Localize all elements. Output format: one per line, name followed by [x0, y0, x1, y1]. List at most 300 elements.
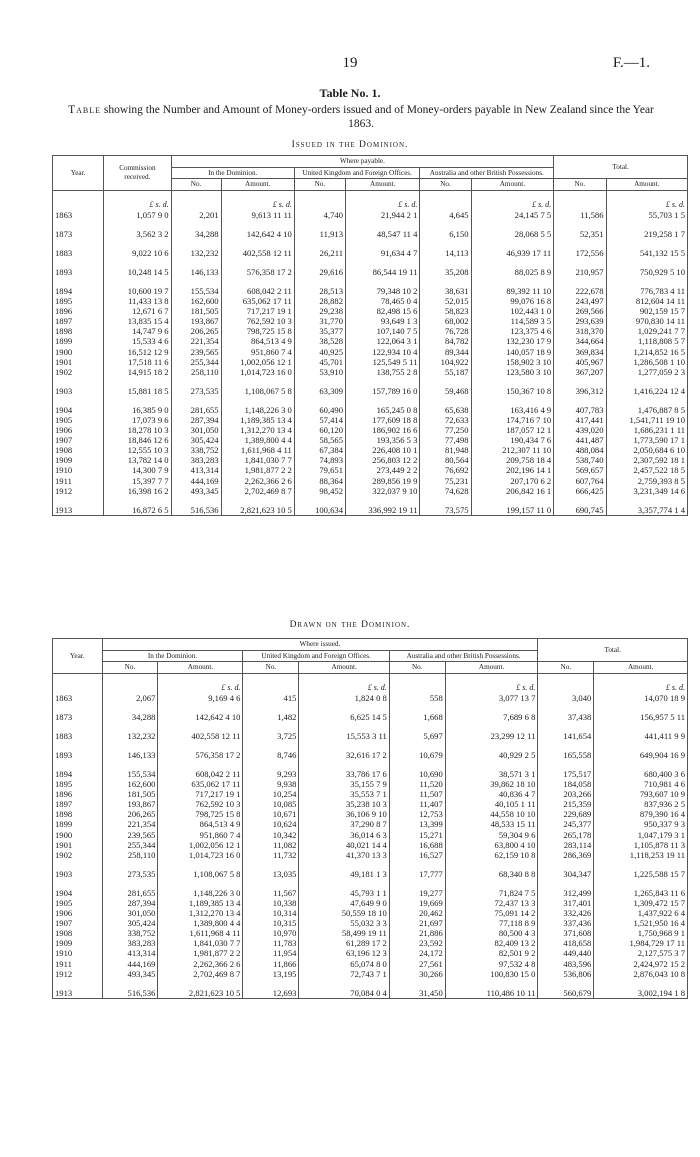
value-cell: 2,821,623 10 5 [221, 505, 294, 516]
unit-cell: £ s. d. [445, 683, 538, 693]
table-row [53, 326, 688, 336]
spacer-cell [445, 741, 538, 750]
value-cell: 28,068 5 5 [471, 229, 554, 239]
value-cell: 24,172 [389, 948, 445, 958]
value-cell: 71,824 7 5 [445, 888, 538, 898]
value-cell: 74,628 [420, 486, 471, 496]
spacer-cell [538, 879, 594, 888]
value-cell: 77,118 8 9 [445, 918, 538, 928]
value-cell: 258,110 [102, 850, 158, 860]
header-amount: Amount. [445, 662, 538, 674]
value-cell: 65,074 8 0 [299, 959, 389, 969]
value-cell: 202,196 14 1 [471, 465, 554, 475]
table-row [53, 693, 688, 703]
year-cell: 1901 [53, 357, 104, 367]
spacer-cell [420, 239, 471, 248]
value-cell: 155,534 [102, 769, 158, 779]
table-row [53, 769, 688, 779]
value-cell: 60,120 [294, 425, 345, 435]
spacer-cell [538, 703, 594, 712]
value-cell: 100,634 [294, 505, 345, 516]
spacer-cell [171, 496, 221, 505]
spacer-cell [158, 703, 243, 712]
value-cell: 256,803 12 2 [346, 455, 420, 465]
value-cell: 1,476,887 8 5 [606, 405, 687, 415]
currency-unit-row [53, 200, 688, 210]
year-cell: 1898 [53, 809, 103, 819]
value-cell: 82,409 13 2 [445, 938, 538, 948]
table-row [53, 840, 688, 850]
value-cell: 21,886 [389, 928, 445, 938]
value-cell: 762,592 10 3 [221, 316, 294, 326]
value-cell: 383,283 [171, 455, 221, 465]
value-cell: 793,607 10 9 [594, 789, 688, 799]
value-cell: 798,725 15 8 [158, 809, 243, 819]
value-cell: 79,348 10 2 [346, 286, 420, 296]
spacer-row [53, 220, 688, 229]
unit-cell [294, 200, 345, 210]
value-cell: 132,230 17 9 [471, 336, 554, 346]
value-cell: 78,465 0 4 [346, 296, 420, 306]
spacer-cell [346, 396, 420, 405]
year-cell: 1883 [53, 248, 104, 258]
spacer-cell [445, 879, 538, 888]
value-cell: 206,265 [102, 809, 158, 819]
value-cell: 17,518 11 6 [104, 357, 171, 367]
value-cell: 1,118,808 5 7 [606, 336, 687, 346]
value-cell: 3,002,194 1 8 [594, 988, 688, 999]
value-cell: 371,608 [538, 928, 594, 938]
value-cell: 11,407 [389, 799, 445, 809]
value-cell: 82,498 15 6 [346, 306, 420, 316]
value-cell: 150,367 10 8 [471, 386, 554, 396]
value-cell: 28,513 [294, 286, 345, 296]
value-cell: 1,984,729 17 11 [594, 938, 688, 948]
value-cell: 7,689 6 8 [445, 712, 538, 722]
year-cell: 1904 [53, 405, 104, 415]
header-where-payable: Where payable. [171, 156, 554, 168]
year-cell: 1894 [53, 769, 103, 779]
year-cell: 1899 [53, 336, 104, 346]
value-cell: 57,414 [294, 415, 345, 425]
spacer-cell [538, 722, 594, 731]
spacer-cell [104, 277, 171, 286]
unit-cell [420, 200, 471, 210]
value-cell: 65,638 [420, 405, 471, 415]
spacer-cell [594, 722, 688, 731]
value-cell: 1,014,723 16 0 [221, 367, 294, 377]
header-no: No. [389, 662, 445, 674]
spacer-row [53, 722, 688, 731]
spacer-cell [171, 396, 221, 405]
spacer-cell [346, 496, 420, 505]
unit-cell: £ s. d. [158, 683, 243, 693]
value-cell: 206,842 16 1 [471, 486, 554, 496]
value-cell: 798,725 15 8 [221, 326, 294, 336]
value-cell: 255,344 [102, 840, 158, 850]
value-cell: 1,108,067 5 8 [158, 869, 243, 879]
value-cell: 2,262,366 2 6 [158, 959, 243, 969]
value-cell: 72,743 7 1 [299, 969, 389, 979]
spacer-cell [471, 396, 554, 405]
value-cell: 1,189,385 13 4 [158, 898, 243, 908]
value-cell: 76,692 [420, 465, 471, 475]
table-row [53, 948, 688, 958]
value-cell: 1,014,723 16 0 [158, 850, 243, 860]
year-cell: 1906 [53, 425, 104, 435]
value-cell: 63,196 12 3 [299, 948, 389, 958]
year-cell: 1903 [53, 869, 103, 879]
value-cell: 2,067 [102, 693, 158, 703]
spacer-row [53, 277, 688, 286]
value-cell: 1,312,270 13 4 [158, 908, 243, 918]
header-amount: Amount. [346, 179, 420, 191]
value-cell: 951,860 7 4 [158, 830, 243, 840]
unit-cell: £ s. d. [104, 200, 171, 210]
spacer-cell [420, 190, 471, 200]
spacer-cell [554, 220, 606, 229]
spacer-cell [346, 377, 420, 386]
value-cell: 88,025 8 9 [471, 267, 554, 277]
value-cell: 9,938 [243, 779, 299, 789]
spacer-cell [594, 879, 688, 888]
year-cell: 1910 [53, 465, 104, 475]
spacer-cell [471, 220, 554, 229]
value-cell: 15,533 4 6 [104, 336, 171, 346]
unit-cell: £ s. d. [221, 200, 294, 210]
value-cell: 100,830 15 0 [445, 969, 538, 979]
year-cell: 1895 [53, 779, 103, 789]
value-cell: 15,553 3 11 [299, 731, 389, 741]
value-cell: 10,085 [243, 799, 299, 809]
value-cell: 79,651 [294, 465, 345, 475]
value-cell: 367,207 [554, 367, 606, 377]
header-no: No. [171, 179, 221, 191]
year-cell: 1897 [53, 799, 103, 809]
spacer-cell [538, 673, 594, 683]
spacer-cell [420, 396, 471, 405]
value-cell: 1,668 [389, 712, 445, 722]
year-cell: 1898 [53, 326, 104, 336]
value-cell: 40,021 14 4 [299, 840, 389, 850]
value-cell: 207,170 6 2 [471, 476, 554, 486]
value-cell: 273,535 [102, 869, 158, 879]
value-cell: 3,725 [243, 731, 299, 741]
year-cell: 1873 [53, 712, 103, 722]
value-cell: 304,347 [538, 869, 594, 879]
value-cell: 61,289 17 2 [299, 938, 389, 948]
value-cell: 27,561 [389, 959, 445, 969]
value-cell: 12,693 [243, 988, 299, 999]
spacer-cell [554, 190, 606, 200]
value-cell: 68,002 [420, 316, 471, 326]
value-cell: 3,077 13 7 [445, 693, 538, 703]
value-cell: 73,575 [420, 505, 471, 516]
header-no: No. [243, 662, 299, 674]
table-row [53, 425, 688, 435]
header-year: Year. [53, 639, 103, 674]
page-number: 19 [342, 55, 358, 71]
spacer-cell [53, 760, 103, 769]
value-cell: 273,449 2 2 [346, 465, 420, 475]
header-amount: Amount. [594, 662, 688, 674]
spacer-cell [243, 722, 299, 731]
value-cell: 210,957 [554, 267, 606, 277]
spacer-cell [538, 860, 594, 869]
spacer-cell [53, 258, 104, 267]
year-cell: 1900 [53, 347, 104, 357]
table-row [53, 888, 688, 898]
spacer-cell [554, 258, 606, 267]
year-cell: 1912 [53, 969, 103, 979]
spacer-cell [299, 722, 389, 731]
value-cell: 221,354 [171, 336, 221, 346]
spacer-cell [538, 979, 594, 988]
value-cell: 123,375 4 6 [471, 326, 554, 336]
value-cell: 2,876,043 10 8 [594, 969, 688, 979]
value-cell: 344,664 [554, 336, 606, 346]
value-cell: 1,981,877 2 2 [221, 465, 294, 475]
value-cell: 99,076 16 8 [471, 296, 554, 306]
table-row [53, 476, 688, 486]
value-cell: 53,910 [294, 367, 345, 377]
value-cell: 212,307 11 10 [471, 445, 554, 455]
spacer-cell [554, 239, 606, 248]
spacer-cell [294, 190, 345, 200]
value-cell: 36,106 9 10 [299, 809, 389, 819]
value-cell: 215,359 [538, 799, 594, 809]
value-cell: 4,645 [420, 210, 471, 220]
value-cell: 286,369 [538, 850, 594, 860]
value-cell: 13,835 15 4 [104, 316, 171, 326]
spacer-cell [102, 722, 158, 731]
value-cell: 407,783 [554, 405, 606, 415]
table-row [53, 405, 688, 415]
spacer-cell [104, 496, 171, 505]
value-cell: 9,613 11 11 [221, 210, 294, 220]
value-cell: 74,893 [294, 455, 345, 465]
table-row [53, 959, 688, 969]
value-cell: 538,740 [554, 455, 606, 465]
value-cell: 15,397 7 7 [104, 476, 171, 486]
value-cell: 970,830 14 11 [606, 316, 687, 326]
value-cell: 206,265 [171, 326, 221, 336]
value-cell: 1,002,056 12 1 [221, 357, 294, 367]
value-cell: 413,314 [102, 948, 158, 958]
value-cell: 102,443 1 0 [471, 306, 554, 316]
value-cell: 76,728 [420, 326, 471, 336]
value-cell: 52,351 [554, 229, 606, 239]
header-dominion: In the Dominion. [171, 167, 294, 179]
value-cell: 26,211 [294, 248, 345, 258]
spacer-cell [389, 879, 445, 888]
value-cell: 41,370 13 3 [299, 850, 389, 860]
year-cell: 1893 [53, 267, 104, 277]
value-cell: 45,793 1 1 [299, 888, 389, 898]
value-cell: 864,513 4 9 [158, 819, 243, 829]
value-cell: 1,148,226 3 0 [158, 888, 243, 898]
spacer-row [53, 239, 688, 248]
unit-cell [538, 683, 594, 693]
value-cell: 383,283 [102, 938, 158, 948]
value-cell: 77,498 [420, 435, 471, 445]
table-row [53, 267, 688, 277]
value-cell: 338,752 [102, 928, 158, 938]
value-cell: 483,596 [538, 959, 594, 969]
caption-prefix: Table [68, 104, 102, 116]
value-cell: 762,592 10 3 [158, 799, 243, 809]
value-cell: 666,425 [554, 486, 606, 496]
value-cell: 690,745 [554, 505, 606, 516]
header-no: No. [420, 179, 471, 191]
value-cell: 1,981,877 2 2 [158, 948, 243, 958]
value-cell: 413,314 [171, 465, 221, 475]
value-cell: 125,549 5 11 [346, 357, 420, 367]
value-cell: 122,064 3 1 [346, 336, 420, 346]
value-cell: 608,042 2 11 [158, 769, 243, 779]
issued-table [52, 155, 688, 516]
value-cell: 36,014 6 3 [299, 830, 389, 840]
spacer-row [53, 190, 688, 200]
unit-cell: £ s. d. [594, 683, 688, 693]
value-cell: 607,764 [554, 476, 606, 486]
value-cell: 289,856 19 9 [346, 476, 420, 486]
header-australia: Australia and other British Possessions. [420, 167, 554, 179]
value-cell: 55,703 1 5 [606, 210, 687, 220]
spacer-cell [389, 760, 445, 769]
value-cell: 516,536 [102, 988, 158, 999]
value-cell: 165,245 0 8 [346, 405, 420, 415]
value-cell: 10,342 [243, 830, 299, 840]
year-cell: 1911 [53, 959, 103, 969]
value-cell: 536,806 [538, 969, 594, 979]
value-cell: 80,500 4 3 [445, 928, 538, 938]
value-cell: 12,671 6 7 [104, 306, 171, 316]
value-cell: 24,145 7 5 [471, 210, 554, 220]
spacer-cell [594, 860, 688, 869]
value-cell: 193,356 5 3 [346, 435, 420, 445]
value-cell: 1,389,800 4 4 [158, 918, 243, 928]
value-cell: 322,037 9 10 [346, 486, 420, 496]
value-cell: 146,133 [102, 750, 158, 760]
spacer-cell [346, 239, 420, 248]
header-commission: Commission received. [104, 156, 171, 191]
value-cell: 11,954 [243, 948, 299, 958]
value-cell: 35,377 [294, 326, 345, 336]
value-cell: 9,293 [243, 769, 299, 779]
value-cell: 14,113 [420, 248, 471, 258]
value-cell: 15,881 18 5 [104, 386, 171, 396]
spacer-cell [171, 190, 221, 200]
spacer-cell [53, 220, 104, 229]
value-cell: 107,140 7 5 [346, 326, 420, 336]
unit-cell [243, 683, 299, 693]
spacer-cell [294, 277, 345, 286]
spacer-cell [299, 979, 389, 988]
value-cell: 488,084 [554, 445, 606, 455]
value-cell: 59,468 [420, 386, 471, 396]
value-cell: 1,841,030 7 7 [158, 938, 243, 948]
spacer-cell [471, 239, 554, 248]
header-amount: Amount. [471, 179, 554, 191]
value-cell: 18,278 10 3 [104, 425, 171, 435]
table-row [53, 367, 688, 377]
spacer-cell [389, 860, 445, 869]
value-cell: 52,015 [420, 296, 471, 306]
spacer-cell [158, 979, 243, 988]
value-cell: 132,232 [171, 248, 221, 258]
spacer-cell [102, 760, 158, 769]
year-cell: 1909 [53, 938, 103, 948]
header-no: No. [294, 179, 345, 191]
spacer-cell [346, 258, 420, 267]
value-cell: 203,266 [538, 789, 594, 799]
spacer-cell [102, 979, 158, 988]
spacer-cell [445, 703, 538, 712]
spacer-cell [594, 979, 688, 988]
value-cell: 181,505 [102, 789, 158, 799]
header-year: Year. [53, 156, 104, 191]
spacer-cell [171, 258, 221, 267]
value-cell: 199,157 11 0 [471, 505, 554, 516]
value-cell: 2,759,393 8 5 [606, 476, 687, 486]
spacer-cell [243, 760, 299, 769]
spacer-cell [389, 673, 445, 683]
value-cell: 1,265,843 11 6 [594, 888, 688, 898]
value-cell: 193,867 [171, 316, 221, 326]
table-row [53, 918, 688, 928]
value-cell: 10,315 [243, 918, 299, 928]
spacer-cell [53, 396, 104, 405]
spacer-cell [104, 190, 171, 200]
spacer-row [53, 741, 688, 750]
table-row [53, 357, 688, 367]
value-cell: 13,195 [243, 969, 299, 979]
header-uk-foreign: United Kingdom and Foreign Offices. [243, 650, 389, 662]
header-uk-foreign: United Kingdom and Foreign Offices. [294, 167, 420, 179]
table-row [53, 850, 688, 860]
unit-cell: £ s. d. [299, 683, 389, 693]
spacer-cell [243, 703, 299, 712]
value-cell: 123,580 3 10 [471, 367, 554, 377]
value-cell: 258,110 [171, 367, 221, 377]
value-cell: 16,385 9 0 [104, 405, 171, 415]
value-cell: 35,238 10 3 [299, 799, 389, 809]
year-cell: 1899 [53, 819, 103, 829]
value-cell: 40,925 [294, 347, 345, 357]
spacer-cell [554, 277, 606, 286]
header-amount: Amount. [221, 179, 294, 191]
spacer-cell [104, 258, 171, 267]
spacer-cell [294, 377, 345, 386]
value-cell: 30,266 [389, 969, 445, 979]
unit-cell [102, 683, 158, 693]
value-cell: 402,558 12 11 [221, 248, 294, 258]
value-cell: 97,532 4 8 [445, 959, 538, 969]
value-cell: 140,057 18 9 [471, 347, 554, 357]
value-cell: 98,452 [294, 486, 345, 496]
table-row [53, 435, 688, 445]
table-row [53, 750, 688, 760]
value-cell: 951,860 7 4 [221, 347, 294, 357]
spacer-cell [445, 673, 538, 683]
value-cell: 141,654 [538, 731, 594, 741]
value-cell: 19,277 [389, 888, 445, 898]
year-cell: 1911 [53, 476, 104, 486]
value-cell: 1,002,056 12 1 [158, 840, 243, 850]
year-cell: 1863 [53, 210, 104, 220]
value-cell: 77,250 [420, 425, 471, 435]
